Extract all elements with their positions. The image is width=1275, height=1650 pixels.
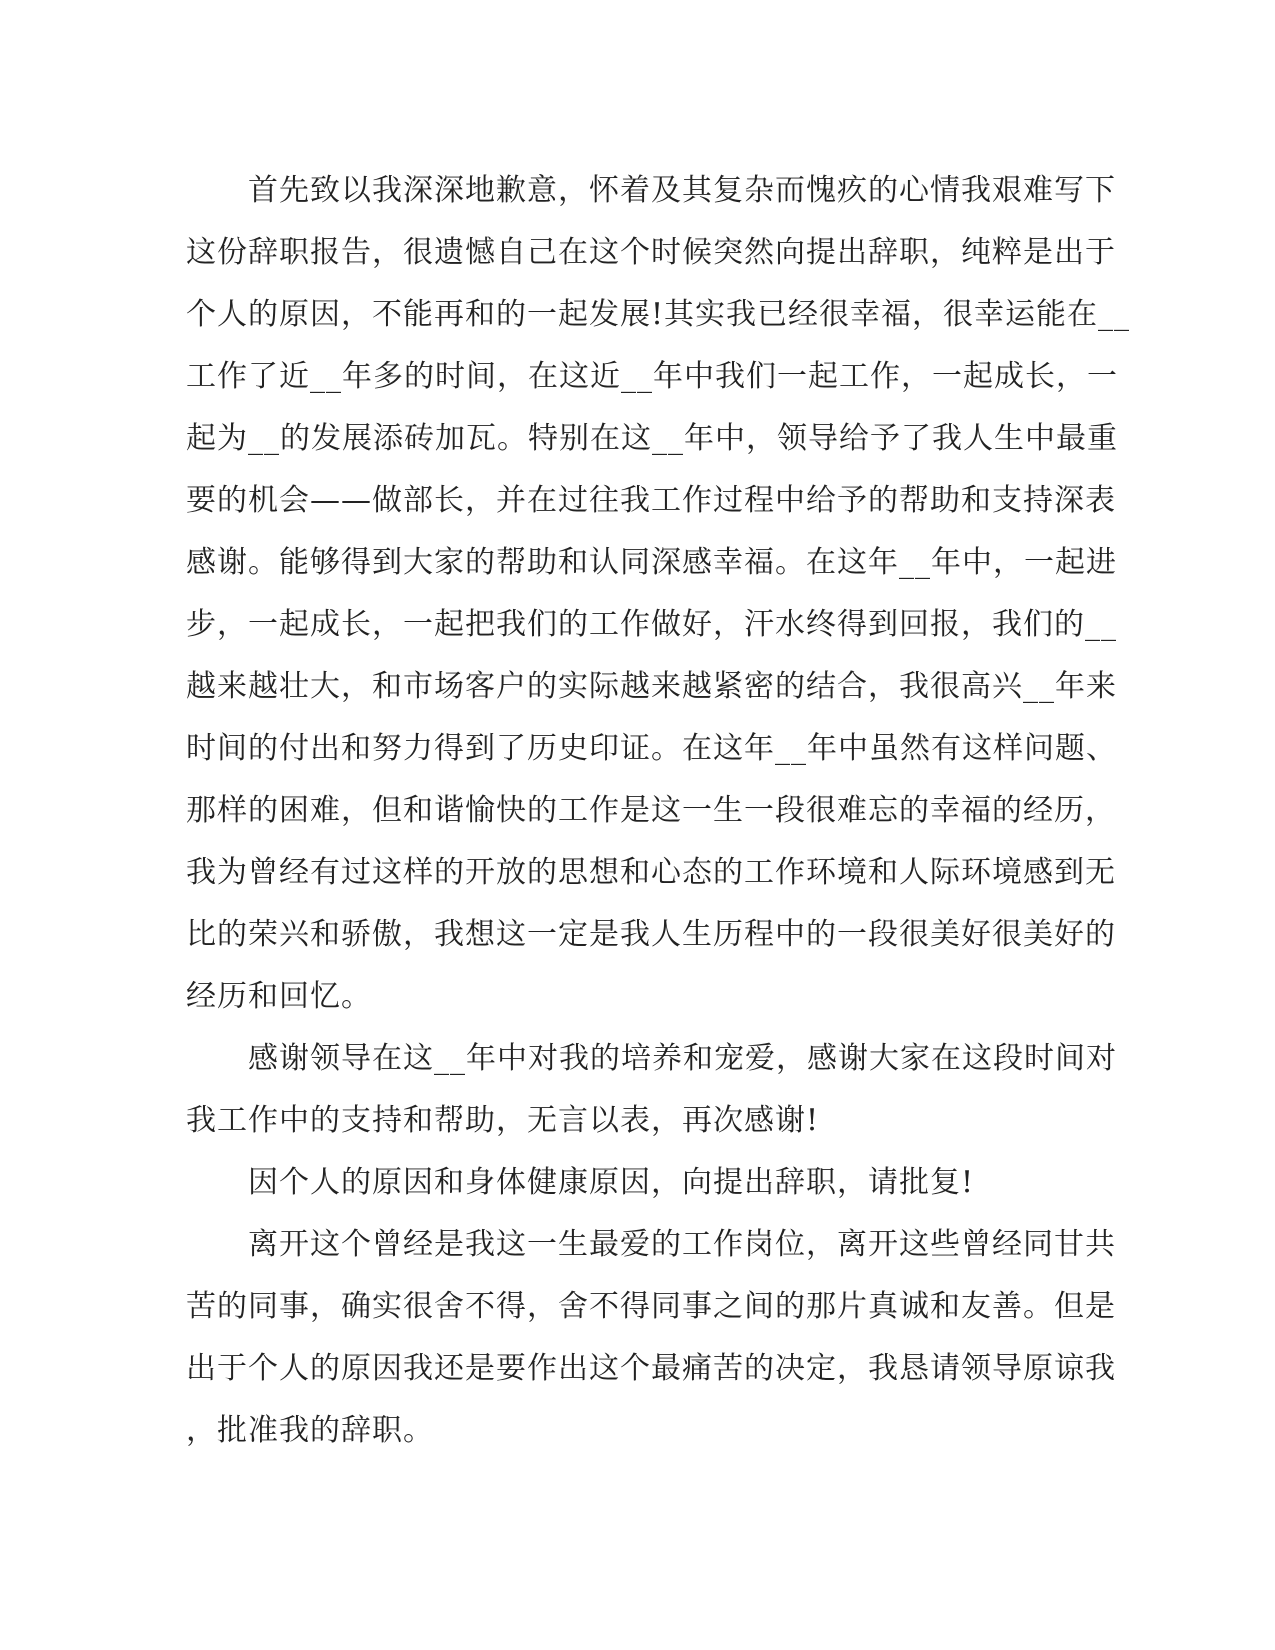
text-line: 离开这个曾经是我这一生最爱的工作岗位，离开这些曾经同甘共 (186, 1227, 1116, 1262)
text-line: 因个人的原因和身体健康原因，向提出辞职，请批复! (186, 1165, 975, 1200)
text-line: 我为曾经有过这样的开放的思想和心态的工作环境和人际环境感到无 (186, 855, 1116, 890)
text-line: 感谢。能够得到大家的帮助和认同深感幸福。在这年__年中，一起进 (186, 545, 1117, 580)
text-line: 我工作中的支持和帮助，无言以表，再次感谢! (186, 1103, 820, 1138)
text-line: 步，一起成长，一起把我们的工作做好，汗水终得到回报，我们的__ (186, 607, 1117, 642)
text-line: 比的荣兴和骄傲，我想这一定是我人生历程中的一段很美好很美好的 (186, 917, 1116, 952)
document-body (186, 160, 1131, 1462)
text-line: 这份辞职报告，很遗憾自己在这个时候突然向提出辞职，纯粹是出于 (186, 235, 1116, 270)
text-line: 那样的困难，但和谐愉快的工作是这一生一段很难忘的幸福的经历， (186, 793, 1116, 828)
text-line: 时间的付出和努力得到了历史印证。在这年__年中虽然有这样问题、 (186, 731, 1117, 766)
text-line: 经历和回忆。 (186, 979, 372, 1014)
text-line: 苦的同事，确实很舍不得，舍不得同事之间的那片真诚和友善。但是 (186, 1289, 1116, 1324)
text-line: 越来越壮大，和市场客户的实际越来越紧密的结合，我很高兴__年来 (186, 669, 1117, 704)
text-line: 要的机会——做部长，并在过往我工作过程中给予的帮助和支持深表 (186, 483, 1116, 518)
text-line: 起为__的发展添砖加瓦。特别在这__年中，领导给予了我人生中最重 (186, 421, 1118, 456)
text-line: 个人的原因，不能再和的一起发展!其实我已经很幸福，很幸运能在__ (186, 297, 1131, 332)
text-line: 工作了近__年多的时间，在这近__年中我们一起工作，一起成长，一 (186, 359, 1118, 394)
text-line: 首先致以我深深地歉意，怀着及其复杂而愧疚的心情我艰难写下 (186, 173, 1116, 208)
text-line: 感谢领导在这__年中对我的培养和宠爱，感谢大家在这段时间对 (186, 1041, 1117, 1076)
text-line: 出于个人的原因我还是要作出这个最痛苦的决定，我恳请领导原谅我 (186, 1351, 1116, 1386)
text-line: ，批准我的辞职。 (186, 1413, 434, 1448)
